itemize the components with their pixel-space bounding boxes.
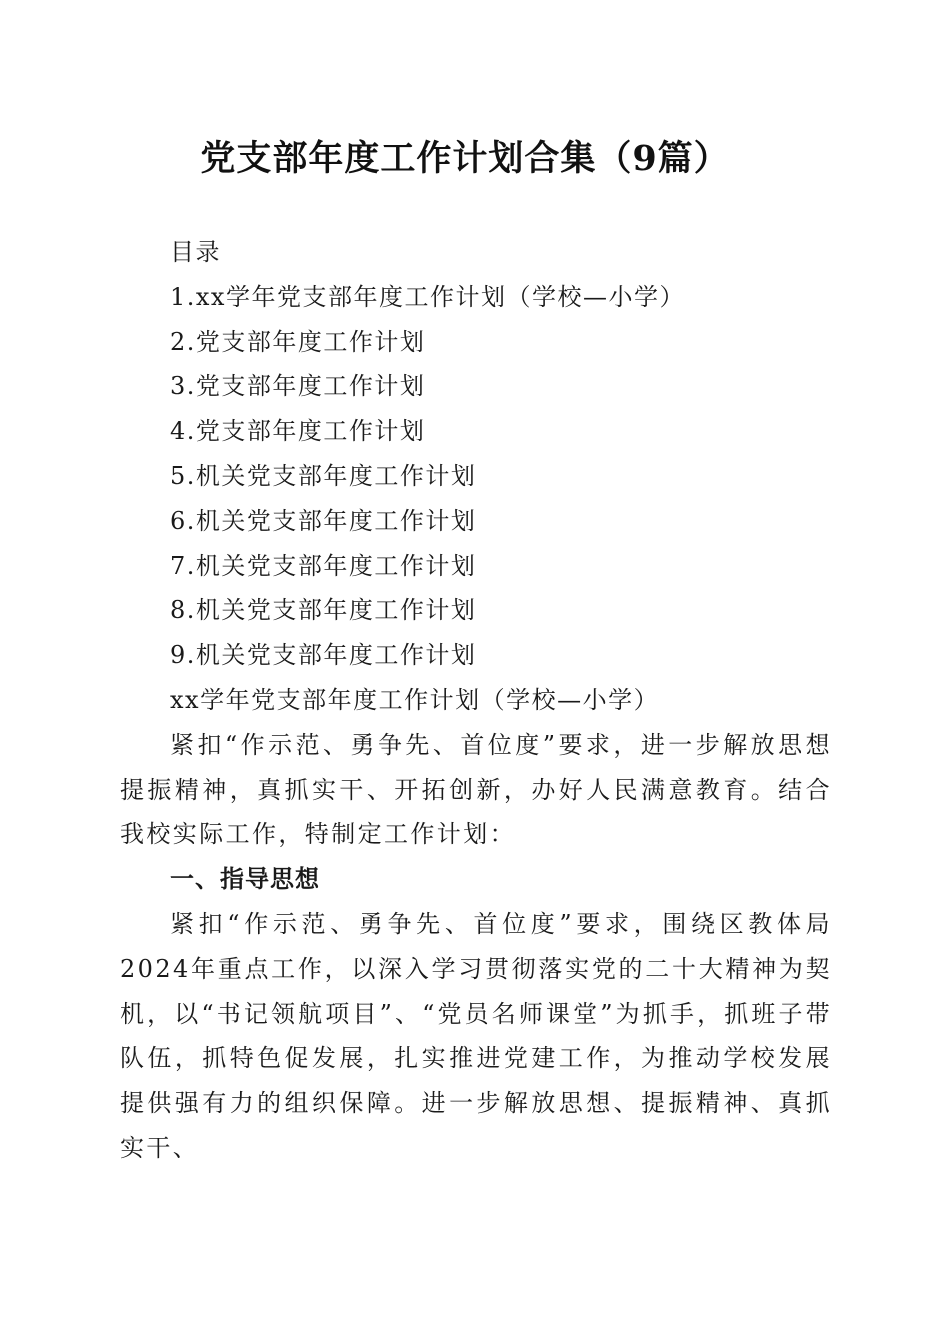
article-body: [120, 678, 832, 1171]
toc-heading: 目录: [170, 238, 221, 266]
toc-item-7[interactable]: 7.机关党支部年度工作计划: [170, 551, 477, 580]
intro-paragraph: 紧扣“作示范、勇争先、首位度”要求，进一步解放思想提振精神，真抓实干、开拓创新，办好人民满意教育。结合我校实际工作，特制定工作计划：: [120, 730, 832, 849]
document-title: 党支部年度工作计划合集（9篇）: [200, 138, 730, 179]
toc-item-9[interactable]: 9.机关党支部年度工作计划: [170, 641, 477, 670]
section-heading-guiding-ideology: 一、指导思想: [170, 865, 320, 894]
section-paragraph-guiding-ideology: 紧扣“作示范、勇争先、首位度”要求，围绕区教体局2024年重点工作，以深入学习贯彻落实党的二十大精神为契机，以“书记领航项目”、“党员名师课堂”为抓手，抓班子带队伍，抓特色促发展，扎实推进党建工作，为推动学校发展提供强有力的组织保障。进一步解放思想、提振精神、真抓实干、: [120, 909, 832, 1162]
toc-item-1[interactable]: 1.xx学年党支部年度工作计划（学校—小学）: [170, 282, 685, 311]
table-of-contents: [170, 230, 850, 678]
toc-item-2[interactable]: 2.党支部年度工作计划: [170, 327, 426, 356]
toc-item-3[interactable]: 3.党支部年度工作计划: [170, 372, 426, 401]
article-title: xx学年党支部年度工作计划（学校—小学）: [170, 686, 660, 714]
toc-item-6[interactable]: 6.机关党支部年度工作计划: [170, 506, 477, 535]
toc-item-8[interactable]: 8.机关党支部年度工作计划: [170, 596, 477, 625]
toc-item-4[interactable]: 4.党支部年度工作计划: [170, 417, 426, 446]
toc-item-5[interactable]: 5.机关党支部年度工作计划: [170, 461, 477, 490]
